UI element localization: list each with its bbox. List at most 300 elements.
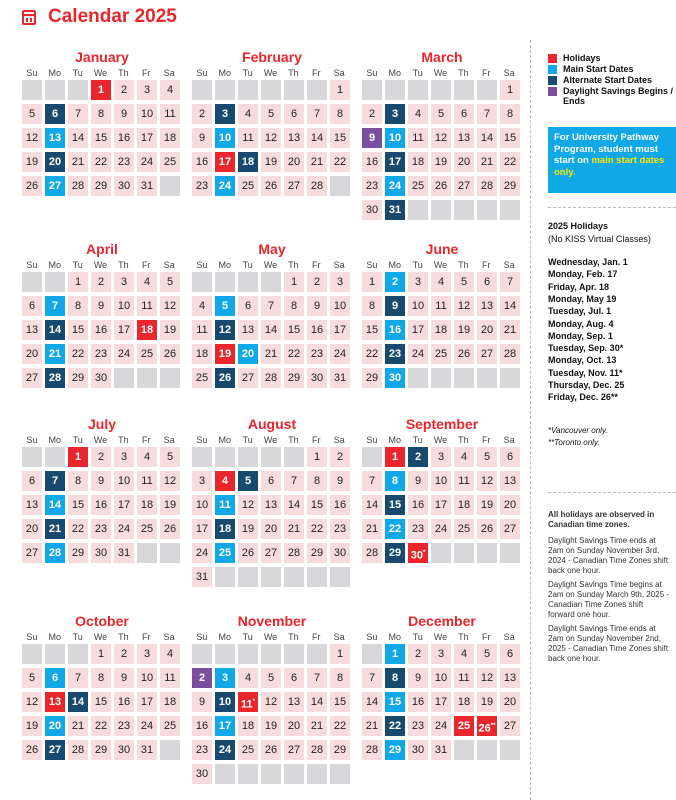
- holiday-item: Friday, Apr. 18: [548, 281, 610, 292]
- empty-cell: [431, 200, 451, 220]
- weekday-label: Mo: [218, 260, 232, 270]
- day-cell: 11: [408, 128, 428, 148]
- day-cell: 27: [22, 368, 42, 388]
- holiday-item: Monday, May 19: [548, 293, 617, 304]
- empty-cell: [192, 447, 212, 467]
- weekday-header: [192, 258, 352, 272]
- day-cell: 3: [137, 644, 157, 664]
- day-cell: 6: [238, 296, 258, 316]
- day-cell: 29: [91, 740, 111, 760]
- day-cell: 3: [192, 471, 212, 491]
- weekday-label: Tu: [242, 68, 253, 78]
- day-cell: 14: [362, 495, 382, 515]
- day-cell: 4: [454, 644, 474, 664]
- weekday-label: Su: [26, 435, 38, 445]
- holiday-item: Friday, Dec. 26**: [548, 392, 618, 403]
- day-grid: [192, 447, 352, 591]
- day-cell: 28: [68, 176, 88, 196]
- empty-cell: [330, 176, 350, 196]
- month-name: August: [247, 416, 297, 432]
- day-cell: 30: [91, 368, 111, 388]
- day-cell: 31: [431, 740, 451, 760]
- divider: [548, 492, 676, 493]
- month-august: [192, 415, 352, 591]
- weekday-label: Su: [366, 632, 378, 642]
- day-cell: 23: [408, 519, 428, 539]
- day-cell: 5: [454, 272, 474, 292]
- day-cell: 24: [385, 176, 405, 196]
- day-cell: 16: [192, 152, 212, 172]
- day-cell: 27: [284, 176, 304, 196]
- day-cell: 17: [385, 152, 405, 172]
- legend-swatch: [548, 76, 557, 85]
- day-cell: 14: [307, 128, 327, 148]
- day-cell: 6: [500, 447, 520, 467]
- day-cell: 1: [284, 272, 304, 292]
- day-cell: 9: [114, 668, 134, 688]
- day-cell: 20: [45, 716, 65, 736]
- day-cell: 30: [330, 543, 350, 563]
- month-name: October: [75, 613, 129, 629]
- empty-cell: [500, 543, 520, 563]
- weekday-label: Tu: [72, 435, 83, 445]
- empty-cell: [261, 644, 281, 664]
- day-cell: 6: [22, 296, 42, 316]
- weekday-label: Mo: [388, 260, 402, 270]
- empty-cell: [114, 368, 134, 388]
- day-cell: 6: [261, 471, 281, 491]
- day-cell: 22: [385, 519, 405, 539]
- weekday-label: Th: [458, 435, 469, 445]
- day-cell: 26: [215, 368, 235, 388]
- weekday-label: Th: [288, 260, 299, 270]
- legend-item: [548, 86, 676, 106]
- day-cell: 3: [431, 644, 451, 664]
- day-cell: 8: [68, 471, 88, 491]
- empty-cell: [454, 543, 474, 563]
- day-cell: 16: [114, 128, 134, 148]
- day-cell: 26**: [477, 716, 497, 736]
- day-cell: 15: [91, 128, 111, 148]
- day-cell: 12: [22, 128, 42, 148]
- holiday-item: Tuesday, Jul. 1: [548, 306, 612, 317]
- day-cell: 10: [408, 296, 428, 316]
- day-cell: 16: [192, 716, 212, 736]
- weekday-label: Su: [26, 260, 38, 270]
- weekday-label: Th: [288, 435, 299, 445]
- day-cell: 25: [137, 519, 157, 539]
- day-cell: 10: [215, 128, 235, 148]
- day-cell: 2: [114, 80, 134, 100]
- empty-cell: [261, 272, 281, 292]
- day-cell: 18: [215, 519, 235, 539]
- day-cell: 10: [114, 296, 134, 316]
- weekday-header: [22, 630, 182, 644]
- empty-cell: [137, 368, 157, 388]
- day-cell: 6: [284, 104, 304, 124]
- day-cell: 24: [137, 716, 157, 736]
- weekday-label: We: [433, 260, 448, 270]
- day-cell: 2: [330, 447, 350, 467]
- divider: [530, 40, 531, 800]
- empty-cell: [307, 644, 327, 664]
- day-cell: 1: [330, 644, 350, 664]
- weekday-label: Su: [26, 632, 38, 642]
- weekday-header: [362, 66, 522, 80]
- divider: [548, 207, 676, 208]
- day-grid: [362, 447, 522, 567]
- weekday-label: Sa: [333, 435, 345, 445]
- empty-cell: [385, 80, 405, 100]
- day-cell: 5: [22, 668, 42, 688]
- weekday-label: We: [433, 68, 448, 78]
- day-cell: 9: [91, 471, 111, 491]
- empty-cell: [22, 272, 42, 292]
- day-grid: [22, 272, 182, 392]
- empty-cell: [408, 368, 428, 388]
- day-cell: 28: [307, 176, 327, 196]
- note: All holidays are observed in Canadian time zones.: [548, 510, 655, 529]
- empty-cell: [477, 368, 497, 388]
- day-cell: 12: [477, 668, 497, 688]
- day-cell: 18: [160, 692, 180, 712]
- day-cell: 1: [385, 447, 405, 467]
- day-cell: 24: [192, 543, 212, 563]
- empty-cell: [500, 368, 520, 388]
- day-cell: 15: [330, 692, 350, 712]
- weekday-label: Fr: [311, 68, 321, 78]
- day-cell: 14: [284, 495, 304, 515]
- day-cell: 18: [454, 495, 474, 515]
- weekday-label: Fr: [141, 260, 151, 270]
- day-cell: 7: [477, 104, 497, 124]
- day-cell: 30: [114, 740, 134, 760]
- day-cell: 28: [477, 176, 497, 196]
- day-cell: 15: [284, 320, 304, 340]
- day-cell: 20: [284, 716, 304, 736]
- day-cell: 12: [22, 692, 42, 712]
- weekday-label: Fr: [141, 435, 151, 445]
- weekday-label: Mo: [388, 68, 402, 78]
- day-cell: 11: [454, 668, 474, 688]
- day-cell: 14: [261, 320, 281, 340]
- day-cell: 8: [91, 104, 111, 124]
- day-cell: 18: [238, 152, 258, 172]
- day-cell: 16: [385, 320, 405, 340]
- note: Daylight Savings Time begins at 2am on Sunday March 9th, 2025 - Canadian Time Zones shift forward one hour.: [548, 580, 669, 619]
- day-cell: 4: [137, 447, 157, 467]
- day-cell: 4: [454, 447, 474, 467]
- day-cell: 30: [385, 368, 405, 388]
- day-cell: 20: [500, 692, 520, 712]
- day-cell: 19: [22, 716, 42, 736]
- day-cell: 24: [114, 344, 134, 364]
- day-grid: [192, 644, 352, 788]
- empty-cell: [408, 200, 428, 220]
- weekday-label: Sa: [503, 68, 515, 78]
- month-name: February: [242, 49, 302, 65]
- month-name: December: [408, 613, 476, 629]
- day-cell: 25: [238, 740, 258, 760]
- day-cell: 3: [114, 447, 134, 467]
- day-cell: 14: [68, 692, 88, 712]
- empty-cell: [284, 644, 304, 664]
- day-cell: 1: [500, 80, 520, 100]
- day-cell: 27: [500, 519, 520, 539]
- day-cell: 18: [408, 152, 428, 172]
- day-cell: 2: [385, 272, 405, 292]
- day-cell: 8: [385, 668, 405, 688]
- day-cell: 11: [137, 296, 157, 316]
- weekday-label: Mo: [388, 632, 402, 642]
- month-january: [22, 48, 182, 200]
- weekday-label: Sa: [163, 68, 175, 78]
- weekday-label: Mo: [48, 632, 62, 642]
- day-cell: 15: [91, 692, 111, 712]
- day-cell: 1: [91, 80, 111, 100]
- day-cell: 8: [330, 668, 350, 688]
- day-cell: 3: [330, 272, 350, 292]
- empty-cell: [307, 80, 327, 100]
- day-cell: 17: [431, 692, 451, 712]
- empty-cell: [284, 80, 304, 100]
- day-cell: 28: [68, 740, 88, 760]
- weekday-label: Fr: [141, 68, 151, 78]
- day-cell: 12: [261, 128, 281, 148]
- day-cell: 11: [431, 296, 451, 316]
- day-cell: 25: [192, 368, 212, 388]
- day-cell: 28: [284, 543, 304, 563]
- month-october: [22, 612, 182, 764]
- day-cell: 18: [160, 128, 180, 148]
- day-cell: 10: [215, 692, 235, 712]
- empty-cell: [362, 447, 382, 467]
- day-cell: 23: [114, 716, 134, 736]
- day-cell: 23: [362, 176, 382, 196]
- day-cell: 21: [307, 152, 327, 172]
- empty-cell: [408, 80, 428, 100]
- day-cell: 6: [477, 272, 497, 292]
- empty-cell: [477, 200, 497, 220]
- empty-cell: [215, 567, 235, 587]
- day-cell: 9: [330, 471, 350, 491]
- day-cell: 1: [68, 447, 88, 467]
- day-cell: 26: [160, 519, 180, 539]
- day-cell: 3: [385, 104, 405, 124]
- day-cell: 13: [477, 296, 497, 316]
- day-cell: 4: [160, 644, 180, 664]
- weekday-label: Mo: [48, 435, 62, 445]
- day-grid: [22, 447, 182, 567]
- day-cell: 8: [68, 296, 88, 316]
- empty-cell: [454, 200, 474, 220]
- day-cell: 16: [114, 692, 134, 712]
- university-note: [548, 127, 676, 193]
- day-cell: 31: [114, 543, 134, 563]
- weekday-header: [362, 258, 522, 272]
- weekday-header: [192, 630, 352, 644]
- weekday-label: We: [263, 260, 278, 270]
- empty-cell: [330, 764, 350, 784]
- day-cell: 23: [192, 176, 212, 196]
- day-cell: 1: [385, 644, 405, 664]
- empty-cell: [45, 447, 65, 467]
- empty-cell: [261, 447, 281, 467]
- day-cell: 13: [22, 495, 42, 515]
- day-cell: 22: [500, 152, 520, 172]
- day-cell: 30: [114, 176, 134, 196]
- day-cell: 30: [91, 543, 111, 563]
- day-cell: 12: [160, 296, 180, 316]
- weekday-label: Th: [288, 632, 299, 642]
- day-cell: 15: [68, 320, 88, 340]
- legend-swatch: [548, 54, 557, 63]
- empty-cell: [261, 567, 281, 587]
- day-cell: 17: [330, 320, 350, 340]
- day-cell: 6: [45, 668, 65, 688]
- empty-cell: [192, 272, 212, 292]
- month-name: July: [87, 416, 116, 432]
- day-cell: 25: [160, 152, 180, 172]
- day-cell: 7: [362, 471, 382, 491]
- day-cell: 4: [408, 104, 428, 124]
- day-cell: 27: [477, 344, 497, 364]
- empty-cell: [362, 644, 382, 664]
- day-cell: 23: [307, 344, 327, 364]
- day-cell: 11: [160, 104, 180, 124]
- day-cell: 27: [261, 543, 281, 563]
- weekday-label: We: [93, 68, 108, 78]
- month-name: January: [75, 49, 129, 65]
- empty-cell: [454, 368, 474, 388]
- day-grid: [22, 80, 182, 200]
- day-cell: 17: [408, 320, 428, 340]
- empty-cell: [160, 740, 180, 760]
- day-cell: 7: [284, 471, 304, 491]
- day-cell: 21: [477, 152, 497, 172]
- day-cell: 11: [137, 471, 157, 491]
- day-cell: 10: [385, 128, 405, 148]
- day-cell: 16: [408, 495, 428, 515]
- day-cell: 9: [114, 104, 134, 124]
- empty-cell: [238, 764, 258, 784]
- day-cell: 14: [500, 296, 520, 316]
- month-name: April: [86, 241, 118, 257]
- note: Daylight Savings Time ends at 2am on Sunday November 3rd, 2024 - Canadian Time Zones shift back one hour.: [548, 536, 669, 575]
- day-cell: 10: [431, 471, 451, 491]
- day-cell: 10: [192, 495, 212, 515]
- day-cell: 3: [137, 80, 157, 100]
- day-cell: 29: [330, 740, 350, 760]
- legend-swatch: [548, 65, 557, 74]
- empty-cell: [261, 80, 281, 100]
- day-cell: 3: [431, 447, 451, 467]
- day-grid: [192, 272, 352, 392]
- university-note-text: For University Pathway Program, student must start on: [554, 132, 660, 166]
- day-cell: 29: [385, 740, 405, 760]
- day-cell: 7: [362, 668, 382, 688]
- weekday-label: Fr: [481, 435, 491, 445]
- day-cell: 15: [385, 495, 405, 515]
- day-cell: 22: [385, 716, 405, 736]
- day-cell: 8: [91, 668, 111, 688]
- weekday-label: Mo: [218, 68, 232, 78]
- day-cell: 22: [307, 519, 327, 539]
- day-cell: 23: [192, 740, 212, 760]
- day-cell: 28: [45, 368, 65, 388]
- empty-cell: [45, 272, 65, 292]
- calendar-icon: [22, 10, 36, 25]
- holiday-item: Wednesday, Jan. 1: [548, 257, 628, 267]
- day-cell: 6: [22, 471, 42, 491]
- day-cell: 7: [68, 104, 88, 124]
- day-cell: 30: [192, 764, 212, 784]
- day-cell: 2: [192, 668, 212, 688]
- day-grid: [362, 644, 522, 764]
- month-february: [192, 48, 352, 200]
- day-cell: 9: [192, 128, 212, 148]
- day-cell: 17: [215, 716, 235, 736]
- day-cell: 23: [91, 344, 111, 364]
- day-cell: 24: [431, 519, 451, 539]
- day-cell: 21: [500, 320, 520, 340]
- month-july: [22, 415, 182, 567]
- day-cell: 16: [330, 495, 350, 515]
- day-cell: 17: [192, 519, 212, 539]
- day-cell: 10: [431, 668, 451, 688]
- day-cell: 13: [261, 495, 281, 515]
- empty-cell: [284, 764, 304, 784]
- weekday-label: Su: [196, 260, 208, 270]
- day-cell: 1: [330, 80, 350, 100]
- weekday-label: Tu: [412, 260, 423, 270]
- weekday-label: Su: [196, 68, 208, 78]
- day-cell: 9: [192, 692, 212, 712]
- day-grid: [192, 80, 352, 200]
- empty-cell: [22, 644, 42, 664]
- day-cell: 9: [385, 296, 405, 316]
- day-cell: 14: [45, 495, 65, 515]
- day-cell: 29: [362, 368, 382, 388]
- day-cell: 25: [454, 519, 474, 539]
- day-cell: 24: [114, 519, 134, 539]
- day-cell: 15: [307, 495, 327, 515]
- day-cell: 7: [307, 668, 327, 688]
- footnote-mark: **: [490, 723, 496, 729]
- day-cell: 28: [500, 344, 520, 364]
- day-cell: 25: [137, 344, 157, 364]
- day-cell: 20: [238, 344, 258, 364]
- day-cell: 9: [408, 668, 428, 688]
- weekday-label: Mo: [218, 435, 232, 445]
- weekday-label: Sa: [503, 260, 515, 270]
- day-cell: 5: [431, 104, 451, 124]
- day-cell: 23: [91, 519, 111, 539]
- legend-label: Daylight Savings Begins / Ends: [563, 86, 674, 106]
- weekday-label: Su: [26, 68, 38, 78]
- weekday-label: Sa: [503, 632, 515, 642]
- day-cell: 7: [261, 296, 281, 316]
- empty-cell: [22, 447, 42, 467]
- day-cell: 7: [45, 471, 65, 491]
- empty-cell: [215, 644, 235, 664]
- day-cell: 7: [500, 272, 520, 292]
- day-cell: 24: [408, 344, 428, 364]
- day-cell: 9: [408, 471, 428, 491]
- day-cell: 12: [454, 296, 474, 316]
- day-cell: 25: [160, 716, 180, 736]
- month-november: [192, 612, 352, 788]
